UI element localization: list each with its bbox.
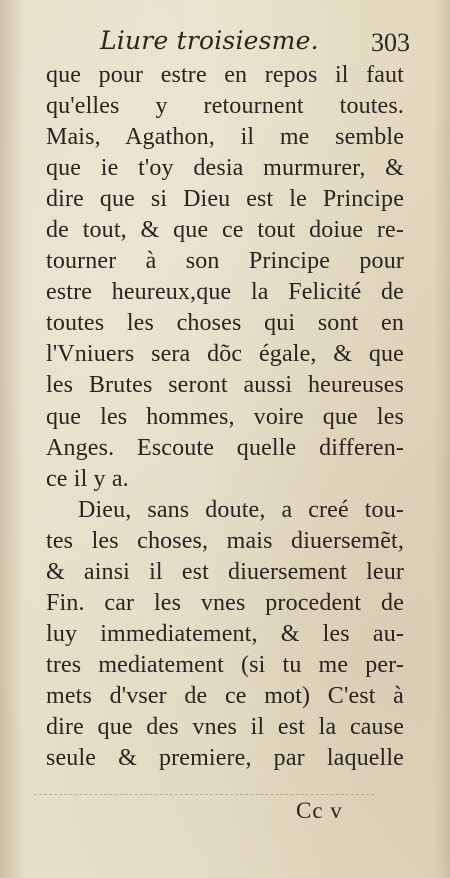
text-line: l'Vniuers sera dõc égale, & que: [46, 341, 404, 368]
text-block: [46, 60, 404, 774]
text-line: mets d'vser de ce mot) C'est à: [46, 682, 404, 709]
text-line: tres mediatement (si tu me per-: [46, 651, 404, 678]
page-header: [90, 26, 410, 60]
text-line: de tout, & que ce tout doiue re-: [46, 217, 404, 244]
text-line: tes les choses, mais diuersemẽt,: [46, 527, 404, 554]
signature-mark: Cc v: [296, 798, 343, 823]
text-line-paragraph-start: Dieu, sans doute, a creé tou-: [78, 496, 404, 523]
text-line: ce il y a.: [46, 465, 129, 492]
text-line: dire que si Dieu est le Principe: [46, 186, 404, 213]
text-line: luy immediatement, & les au-: [46, 620, 404, 647]
text-line: que les hommes, voire que les: [46, 403, 404, 430]
text-line: dire que des vnes il est la cause: [46, 713, 404, 740]
text-line: estre heureux,que la Felicité de: [46, 279, 404, 306]
text-line: seule & premiere, par laquelle: [46, 745, 404, 772]
edge-shadow: [434, 0, 450, 878]
text-line: Anges. Escoute quelle differen-: [46, 434, 404, 461]
running-head: Liure troisiesme.: [100, 26, 319, 55]
text-line: Fin. car les vnes procedent de: [46, 589, 404, 616]
gutter-shadow: [0, 0, 24, 878]
text-line: tourner à son Principe pour: [46, 248, 404, 275]
text-line: & ainsi il est diuersement leur: [46, 558, 404, 585]
text-line: les Brutes seront aussi heureuses: [46, 372, 404, 399]
text-line: Mais, Agathon, il me semble: [46, 124, 404, 151]
text-line: que ie t'oy desia murmurer, &: [46, 155, 404, 182]
page-number: 303: [371, 28, 410, 57]
text-line: toutes les choses qui sont en: [46, 310, 404, 337]
bottom-print-mark: [34, 794, 374, 795]
text-line: qu'elles y retournent toutes.: [46, 93, 404, 120]
text-line: que pour estre en repos il faut: [46, 62, 404, 88]
